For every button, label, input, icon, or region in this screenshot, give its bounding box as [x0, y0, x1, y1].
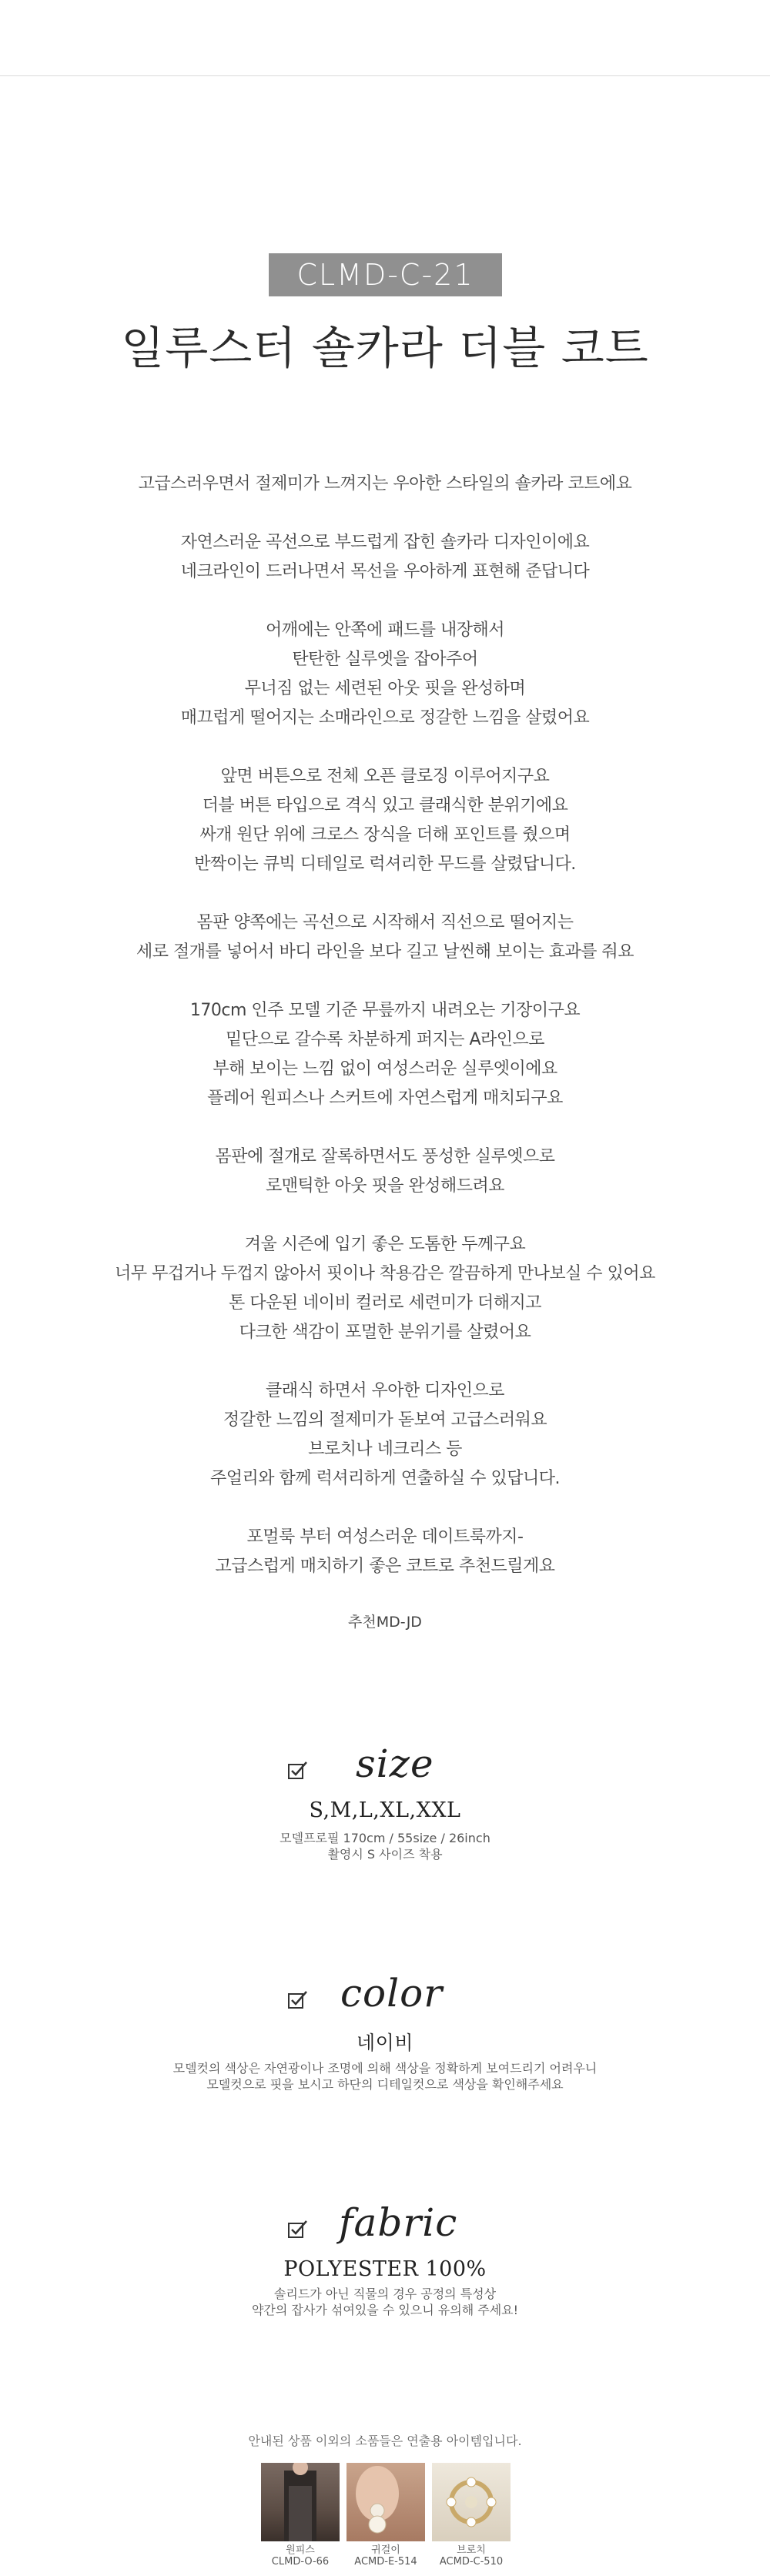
description-line: 다크한 색감이 포멀한 분위기를 살렸어요 [239, 1323, 531, 1342]
description-paragraph [0, 908, 770, 967]
color-note-1: 모델컷의 색상은 자연광이나 조명에 의해 색상을 정확하게 보여드리기 어려우니 [172, 2061, 598, 2076]
description-paragraph [0, 996, 770, 1113]
description-line: 로맨틱한 아웃 핏을 완성해드려요 [265, 1176, 504, 1196]
description-line: 더블 버튼 타입으로 격식 있고 클래식한 분위기에요 [202, 796, 568, 815]
dress-thumbnail-image[interactable] [261, 2463, 340, 2541]
description-line: 탄탄한 실루엣을 잡아주어 [292, 650, 478, 669]
brooch-thumbnail-image[interactable] [432, 2463, 511, 2541]
top-divider [0, 75, 770, 76]
prop-code: CLMD-O-66 [271, 2556, 330, 2568]
description-line: 무너짐 없는 세련된 아웃 핏을 완성하며 [244, 679, 526, 698]
fabric-note-1: 솔리드가 아닌 직물의 경우 공정의 특성상 [273, 2287, 497, 2301]
color-heading: color [340, 1971, 444, 2016]
prop-name: 원피스 [286, 2544, 315, 2556]
props-notice: 안내된 상품 이외의 소품들은 연출용 아이템입니다. [248, 2434, 522, 2448]
prop-item[interactable] [346, 2463, 425, 2568]
description-line: 부해 보이는 느낌 없이 여성스러운 실루엣이에요 [213, 1059, 557, 1079]
description-paragraph [0, 528, 770, 587]
description-line: 고급스러우면서 절제미가 느껴지는 우아한 스타일의 숄카라 코트에요 [138, 474, 632, 493]
product-code-badge: CLMD-C-21 [269, 253, 502, 296]
earring-thumbnail-image[interactable] [346, 2463, 425, 2541]
description-line: 싸개 원단 위에 크로스 장식을 더해 포인트를 줬으며 [199, 825, 571, 845]
description-line: 어깨에는 안쪽에 패드를 내장해서 [265, 621, 504, 640]
description-line: 몸판 양쪽에는 곡선으로 시작해서 직선으로 떨어지는 [196, 913, 574, 932]
size-value: S,M,L,XL,XXL [309, 1798, 461, 1822]
description-paragraph [0, 470, 770, 499]
description-line: 매끄럽게 떨어지는 소매라인으로 정갈한 느낌을 살렸어요 [180, 708, 590, 728]
fabric-heading: fabric [339, 2200, 458, 2245]
description-line: 주얼리와 함께 럭셔리하게 연출하실 수 있답니다. [209, 1469, 560, 1488]
color-value: 네이비 [357, 2032, 413, 2054]
description-paragraph [0, 1142, 770, 1201]
description-line: 밑단으로 갈수록 차분하게 퍼지는 A라인으로 [225, 1030, 545, 1049]
description-line: 반짝이는 큐빅 디테일로 럭셔리한 무드를 살렸답니다. [194, 855, 576, 874]
size-section [0, 1741, 770, 1862]
fabric-section [0, 2200, 770, 2318]
prop-name: 귀걸이 [371, 2544, 400, 2556]
props-thumbnails [261, 2463, 511, 2568]
color-section [0, 1971, 770, 2093]
description-paragraph [0, 1523, 770, 1581]
description-paragraph [0, 1377, 770, 1494]
description-line: 클래식 하면서 우아한 디자인으로 [265, 1381, 504, 1400]
product-title: 일루스터 숄카라 더블 코트 [121, 322, 649, 374]
description-paragraph [0, 762, 770, 879]
color-note-2: 모델컷으로 핏을 보시고 하단의 디테일컷으로 색상을 확인해주세요 [206, 2077, 564, 2092]
description-line: 네크라인이 드러나면서 목선을 우아하게 표현해 준답니다 [180, 562, 590, 581]
description-line: 너무 무겁거나 두껍지 않아서 핏이나 착용감은 깔끔하게 만나보실 수 있어요 [115, 1264, 655, 1283]
md-signature: 추천MD-JD [348, 1614, 422, 1631]
prop-name: 브로치 [457, 2544, 486, 2556]
description-paragraph [0, 1230, 770, 1347]
product-description [0, 470, 770, 1631]
description-paragraph [0, 616, 770, 733]
fabric-note-2: 약간의 잡사가 섞여있을 수 있으니 유의해 주세요! [251, 2303, 519, 2317]
prop-code: ACMD-E-514 [354, 2556, 417, 2568]
prop-item[interactable] [432, 2463, 511, 2568]
description-line: 자연스러운 곡선으로 부드럽게 잡힌 숄카라 디자인이에요 [180, 533, 590, 552]
description-line: 170cm 인주 모델 기준 무릎까지 내려오는 기장이구요 [189, 1001, 581, 1020]
size-note-model: 모델프로필 170cm / 55size / 26inch [280, 1831, 490, 1845]
description-line: 겨울 시즌에 입기 좋은 도톰한 두께구요 [244, 1235, 526, 1254]
description-line: 몸판에 절개로 잘록하면서도 풍성한 실루엣으로 [215, 1147, 555, 1166]
checkbox-check-icon [287, 1989, 309, 2011]
checkbox-check-icon [287, 2219, 309, 2240]
description-line: 앞면 버튼으로 전체 오픈 클로징 이루어지구요 [220, 767, 550, 786]
description-line: 톤 다운된 네이비 컬러로 세련미가 더해지고 [228, 1293, 541, 1313]
description-line: 포멀룩 부터 여성스러운 데이트룩까지- [246, 1527, 524, 1547]
description-line: 고급스럽게 매치하기 좋은 코트로 추천드릴게요 [215, 1557, 555, 1576]
description-line: 세로 절개를 넣어서 바디 라인을 보다 길고 날씬해 보이는 효과를 줘요 [136, 942, 634, 962]
checkbox-check-icon [287, 1760, 309, 1781]
prop-item[interactable] [261, 2463, 340, 2568]
fabric-value: POLYESTER 100% [283, 2257, 487, 2281]
description-line: 정갈한 느낌의 절제미가 돋보여 고급스러워요 [223, 1410, 547, 1430]
size-note-fit: 촬영시 S 사이즈 착용 [327, 1847, 443, 1862]
size-heading: size [356, 1741, 434, 1786]
description-line: 브로치나 네크리스 등 [308, 1440, 462, 1459]
prop-code: ACMD-C-510 [439, 2556, 504, 2568]
description-line: 플레어 원피스나 스커트에 자연스럽게 매치되구요 [207, 1089, 563, 1108]
